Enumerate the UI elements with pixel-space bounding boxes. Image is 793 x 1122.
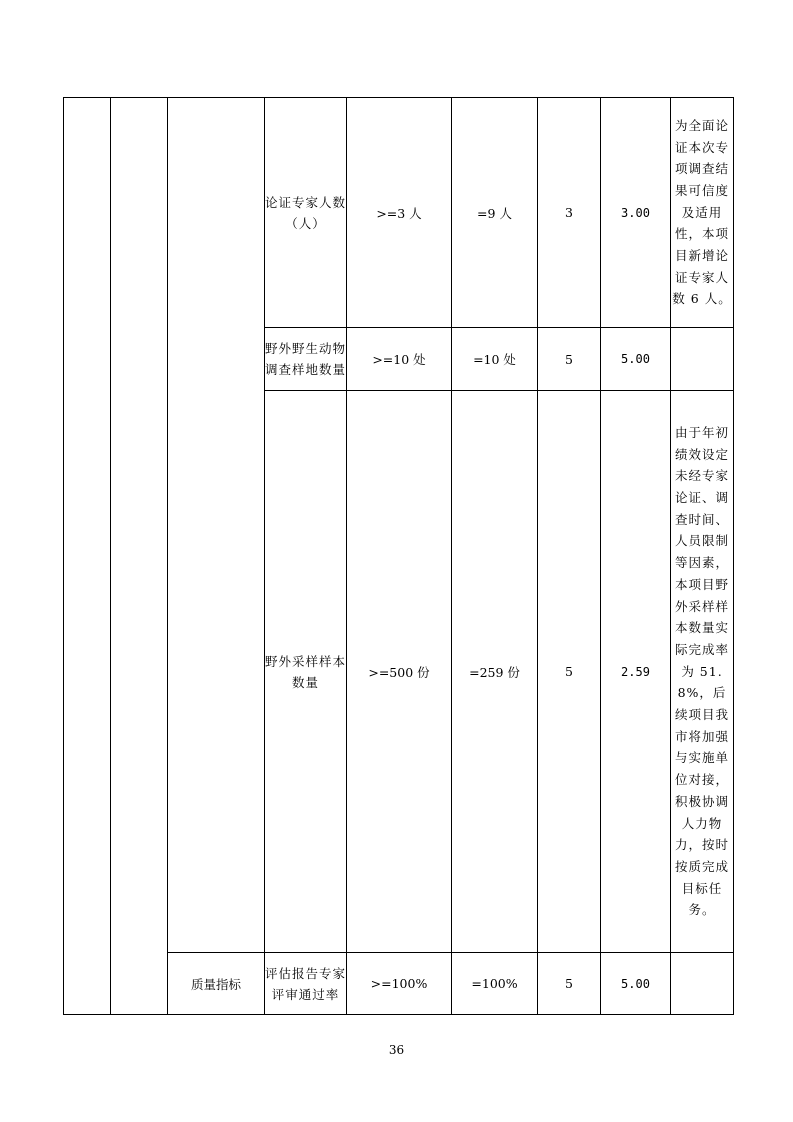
metric-cell: 论证专家人数（人） [265, 98, 347, 328]
target-cell: >=100% [347, 953, 452, 1015]
note-cell [671, 328, 734, 391]
category-cell [168, 98, 265, 953]
weight-cell: 5 [538, 953, 601, 1015]
target-cell: >=3 人 [347, 98, 452, 328]
performance-table [63, 97, 734, 1015]
target-cell: >=10 处 [347, 328, 452, 391]
score-cell: 5.00 [601, 328, 671, 391]
weight-cell: 5 [538, 391, 601, 953]
table-row [64, 98, 734, 328]
note-cell: 由于年初绩效设定未经专家论证、调查时间、人员限制等因素，本项目野外采样样本数量实际完成率为 51.8%，后续项目我市将加强与实施单位对接，积极协调人力物力，按时按质完成目标任务。 [671, 391, 734, 953]
metric-cell: 野外采样样本数量 [265, 391, 347, 953]
score-cell: 5.00 [601, 953, 671, 1015]
score-cell: 3.00 [601, 98, 671, 328]
actual-cell: =10 处 [452, 328, 538, 391]
level2-cell [111, 98, 168, 1015]
metric-cell: 野外野生动物调查样地数量 [265, 328, 347, 391]
note-cell: 为全面论证本次专项调查结果可信度及适用性，本项目新增论证专家人数 6 人。 [671, 98, 734, 328]
target-cell: >=500 份 [347, 391, 452, 953]
score-cell: 2.59 [601, 391, 671, 953]
weight-cell: 5 [538, 328, 601, 391]
actual-cell: =100% [452, 953, 538, 1015]
actual-cell: =9 人 [452, 98, 538, 328]
page-number: 36 [388, 1043, 405, 1057]
note-cell [671, 953, 734, 1015]
level1-cell [64, 98, 111, 1015]
category-cell: 质量指标 [168, 953, 265, 1015]
actual-cell: =259 份 [452, 391, 538, 953]
weight-cell: 3 [538, 98, 601, 328]
metric-cell: 评估报告专家评审通过率 [265, 953, 347, 1015]
